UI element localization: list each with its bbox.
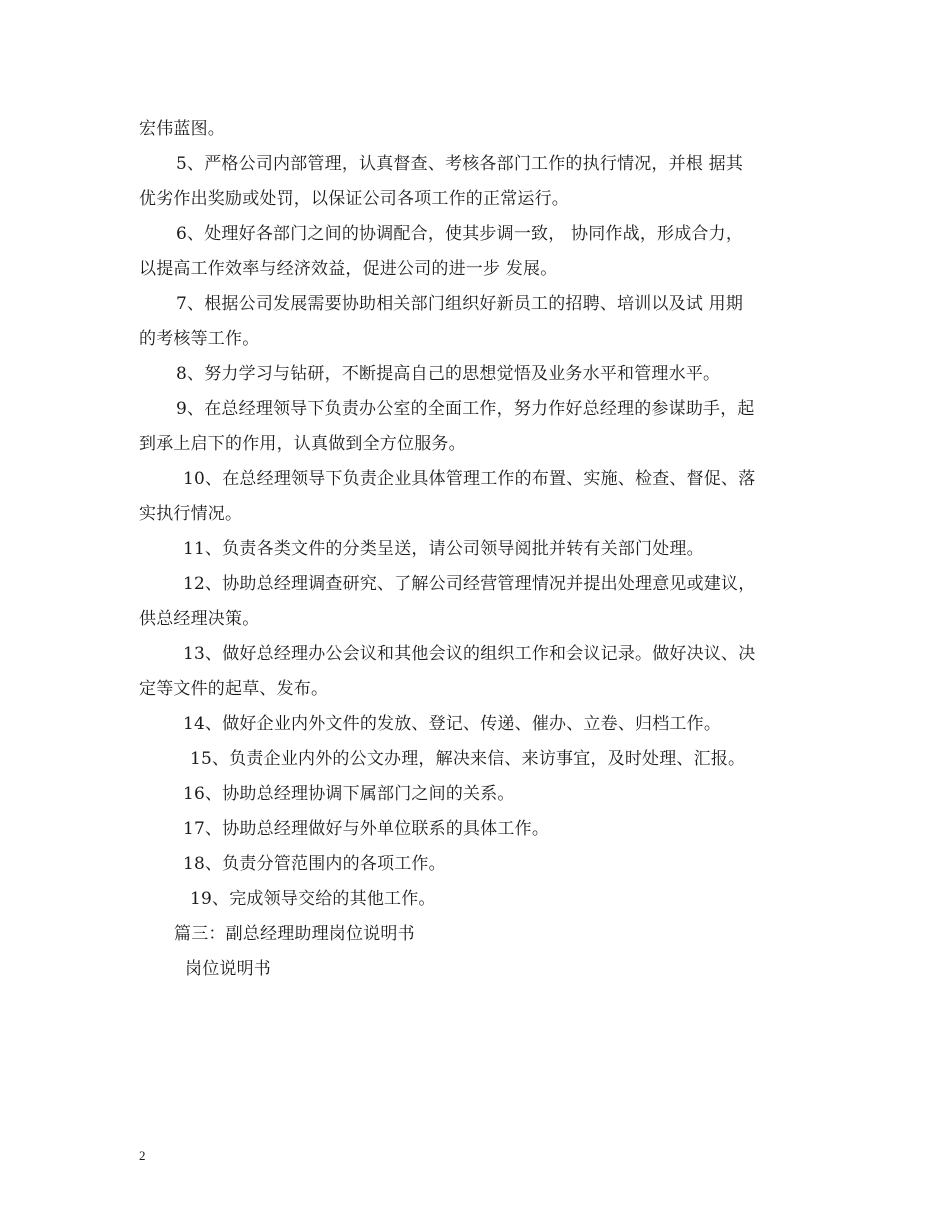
list-item: 5、严格公司内部管理，认真督查、考核各部门工作的执行情况，并根 据其 (176, 154, 744, 174)
list-item: 18、负责分管范围内的各项工作。 (183, 854, 446, 874)
text-line: 定等文件的起草、发布。 (139, 679, 329, 699)
list-item: 19、完成领导交给的其他工作。 (190, 889, 436, 909)
text-line: 供总经理决策。 (139, 609, 260, 629)
list-item: 17、协助总经理做好与外单位联系的具体工作。 (183, 819, 550, 839)
page-number: 2 (139, 1148, 146, 1163)
text-line: 到承上启下的作用，认真做到全方位服务。 (139, 434, 466, 454)
text-line: 宏伟蓝图。 (139, 119, 225, 139)
list-item: 7、根据公司发展需要协助相关部门组织好新员工的招聘、培训以及试 用期 (176, 294, 744, 314)
list-item: 11、负责各类文件的分类呈送，请公司领导阅批并转有关部门处理。 (183, 539, 704, 559)
list-item: 9、在总经理领导下负责办公室的全面工作，努力作好总经理的参谋助手，起 (176, 399, 755, 419)
list-item: 14、做好企业内外文件的发放、登记、传递、催办、立卷、归档工作。 (183, 714, 722, 734)
text-line: 的考核等工作。 (139, 329, 260, 349)
list-item: 10、在总经理领导下负责企业具体管理工作的布置、实施、检查、督促、落 (183, 469, 756, 489)
list-item: 12、协助总经理调查研究、了解公司经营管理情况并提出处理意见或建议， (183, 574, 756, 594)
list-item: 8、努力学习与钻研，不断提高自己的思想觉悟及业务水平和管理水平。 (176, 364, 721, 384)
text-line: 实执行情况。 (139, 504, 243, 524)
section-subheading: 岗位说明书 (185, 959, 271, 979)
section-heading: 篇三：副总经理助理岗位说明书 (174, 924, 415, 944)
list-item: 13、做好总经理办公会议和其他会议的组织工作和会议记录。做好决议、决 (183, 644, 756, 664)
list-item: 6、处理好各部门之间的协调配合，使其步调一致， 协同作战，形成合力， (176, 224, 744, 244)
text-line: 优劣作出奖励或处罚，以保证公司各项工作的正常运行。 (139, 189, 569, 209)
text-line: 以提高工作效率与经济效益，促进公司的进一步 发展。 (139, 259, 558, 279)
list-item: 16、协助总经理协调下属部门之间的关系。 (183, 784, 515, 804)
list-item: 15、负责企业内外的公文办理，解决来信、来访事宜，及时处理、汇报。 (190, 749, 746, 769)
